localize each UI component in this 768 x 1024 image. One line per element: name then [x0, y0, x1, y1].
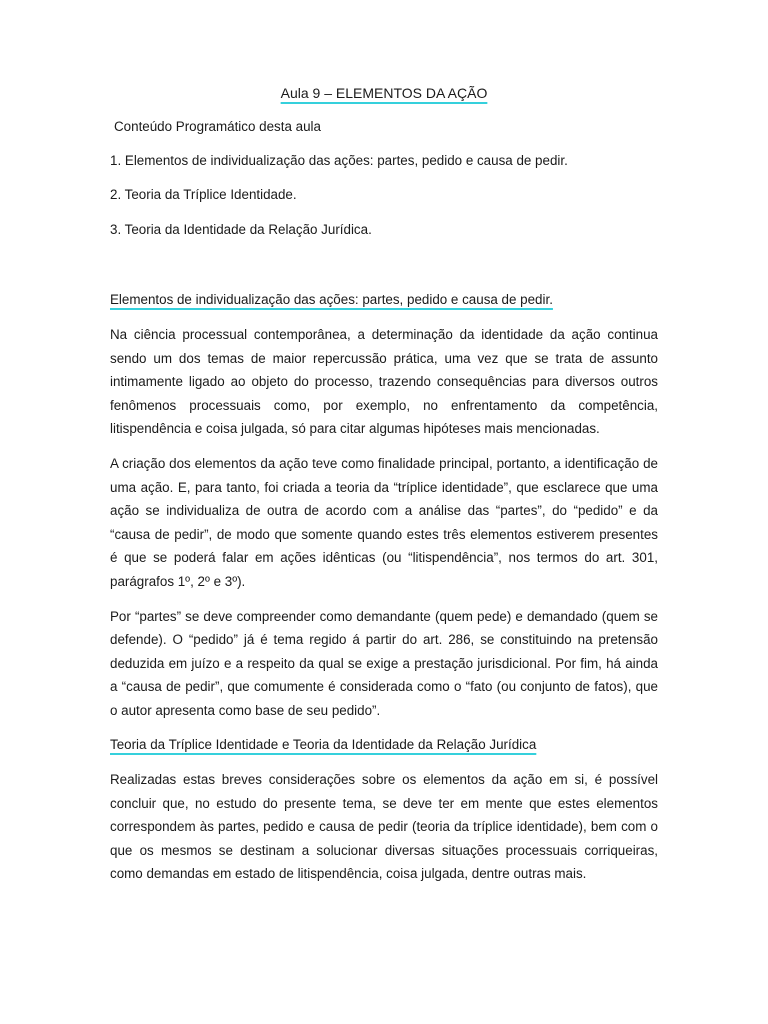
program-item-2: 2. Teoria da Tríplice Identidade.	[110, 187, 297, 203]
document-page	[110, 82, 658, 897]
document-title-text: Aula 9 – ELEMENTOS DA AÇÃO	[280, 85, 488, 101]
paragraph-4: Realizadas estas breves considerações sobre os elementos da ação em si, é possível concluir que, no estudo do presente tema, se deve ter em mente que estes elementos correspondem às partes, pedido e causa de pedir (teoria da tríplice identidade), bem com o que os mesmos se destinam a solucionar diversas situações processuais corriqueiras, como demandas em estado de litispendência, coisa julgada, dentre outras mais.	[110, 772, 658, 882]
section-heading-2-text: Teoria da Tríplice Identidade e Teoria da Identidade da Relação Jurídica	[110, 737, 537, 753]
section-heading-2	[110, 733, 658, 757]
paragraph-1: Na ciência processual contemporânea, a determinação da identidade da ação continua sendo um dos temas de maior repercussão prática, uma vez que se trata de assunto intimamente ligado ao objeto do processo, trazendo consequências para diversos outros fenômenos processuais como, por exemplo, no enfrentamento da competência, litispendência e coisa julgada, só para citar algumas hipóteses mais mencionadas.	[110, 326, 658, 437]
program-item-1: 1. Elementos de individualização das ações: partes, pedido e causa de pedir.	[110, 152, 568, 168]
section-heading-1-text: Elementos de individualização das ações: partes, pedido e causa de pedir.	[110, 292, 553, 308]
section-heading-1	[110, 288, 658, 312]
program-intro: Conteúdo Programático desta aula	[114, 119, 321, 134]
document-title	[110, 82, 658, 104]
program-item-3: 3. Teoria da Identidade da Relação Jurídica.	[110, 221, 372, 237]
paragraph-2: A criação dos elementos da ação teve como finalidade principal, portanto, a identificação de uma ação. E, para tanto, foi criada a teoria da “tríplice identidade”, que esclarece que uma ação se individualiza de outra de acordo com a análise das “partes”, do “pedido” e da “causa de pedir”, de modo que somente quando estes três elementos estiverem presentes é que se poderá falar em ações idênticas (ou “litispendência”, nos termos do art. 301, parágrafos 1º, 2º e 3º).	[110, 455, 658, 589]
paragraph-3: Por “partes” se deve compreender como demandante (quem pede) e demandado (quem se defende). O “pedido” já é tema regido á partir do art. 286, se constituindo na pretensão deduzida em juízo e a respeito da qual se exige a prestação jurisdicional. Por fim, há ainda a “causa de pedir”, que comumente é considerada como o “fato (ou conjunto de fatos), que o autor apresenta como base de seu pedido”.	[110, 608, 658, 718]
